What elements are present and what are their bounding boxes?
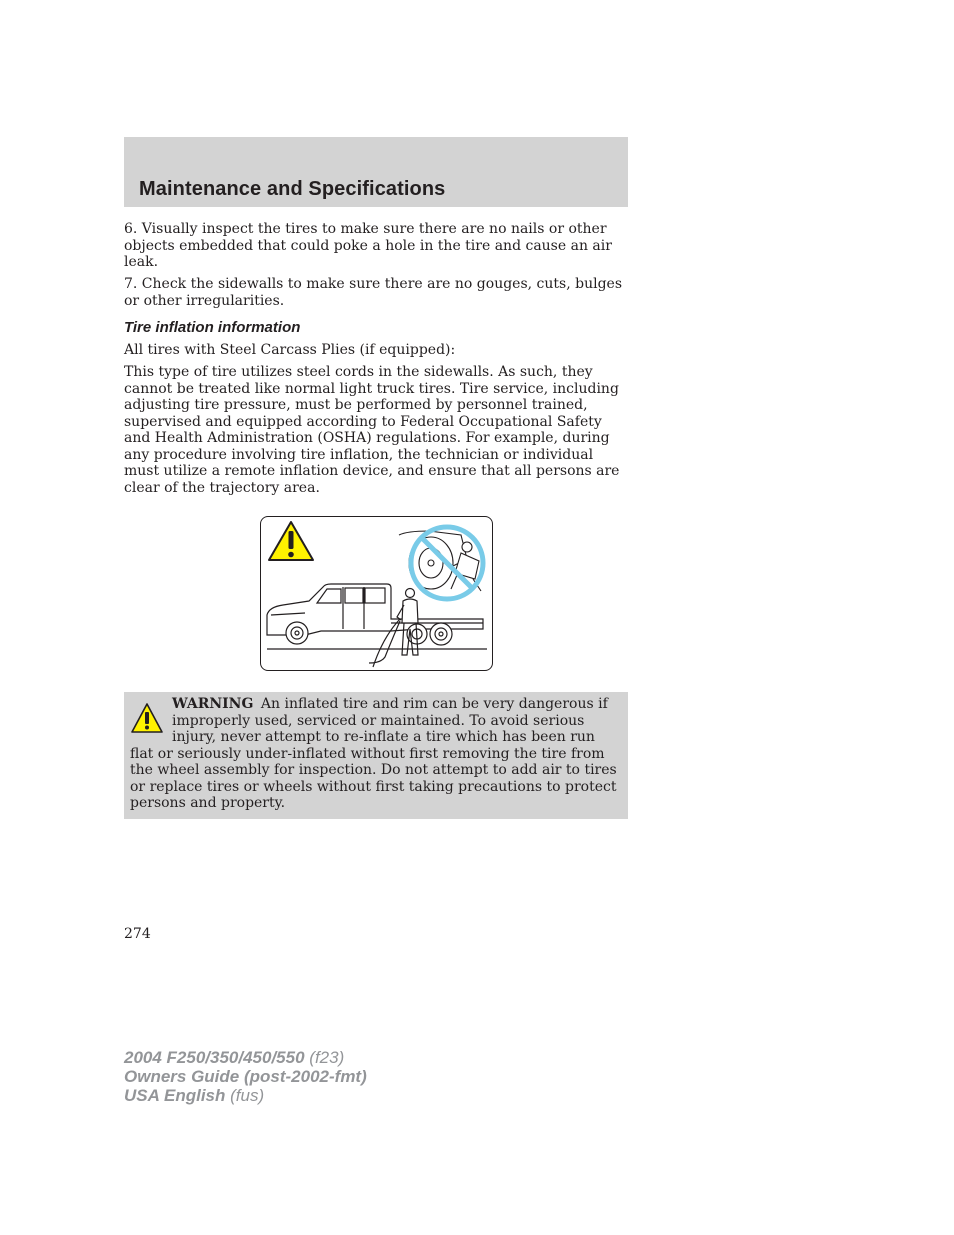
footer-model: 2004 F250/350/450/550	[124, 1048, 305, 1067]
footer-model-code: (f23)	[309, 1048, 345, 1067]
warning-text-block	[130, 696, 618, 812]
subheading: Tire inflation information	[124, 319, 301, 336]
footer-language: USA English	[124, 1086, 226, 1105]
page-number: 274	[124, 926, 151, 942]
tire-inflation-illustration	[260, 516, 493, 671]
warning-triangle-icon	[269, 522, 313, 560]
warning-triangle-icon	[130, 702, 164, 735]
truck-drawing	[267, 584, 483, 645]
step-6-text: 6. Visually inspect the tires to make sure there are no nails or other objects embedded that could poke a hole in the tire and cause an air leak.	[124, 221, 612, 270]
intro-text: All tires with Steel Carcass Plies (if equipped):	[124, 342, 456, 358]
footer-line-3	[124, 1086, 367, 1105]
warning-label: WARNING	[172, 696, 254, 712]
section-header	[124, 137, 628, 207]
footer-language-code: (fus)	[230, 1086, 265, 1105]
footer-line-1	[124, 1048, 367, 1067]
section-title: Maintenance and Specifications	[139, 178, 446, 200]
footer-line-2: Owners Guide (post-2002-fmt)	[124, 1067, 367, 1086]
warning-box	[124, 692, 628, 819]
main-content	[124, 221, 628, 502]
body-paragraph: This type of tire utilizes steel cords in the sidewalls. As such, they cannot be treated like normal light truck tires. Tire service, including adjusting tire pressure, must be performed by personnel trained, supervised and equipped according to Federal Occupational Safety and Health Administration (OSHA) regulations. For example, during any procedure involving tire inflation, the technician or individual must utilize a remote inflation device, and ensure that all persons are clear of the trajectory area.	[124, 364, 620, 496]
document-footer	[124, 1048, 367, 1105]
warning-text: An inflated tire and rim can be very dangerous if improperly used, serviced or maintained. To avoid serious injury, never attempt to re-inflate a tire which has been run flat or seriously under-inflated without first removing the tire from the wheel assembly for inspection. Do not attempt to add air to tires or replace tires or wheels without first taking precautions to protect persons and property.	[130, 696, 617, 811]
step-7-text: 7. Check the sidewalls to make sure there are no gouges, cuts, bulges or other irregularities.	[124, 276, 622, 309]
